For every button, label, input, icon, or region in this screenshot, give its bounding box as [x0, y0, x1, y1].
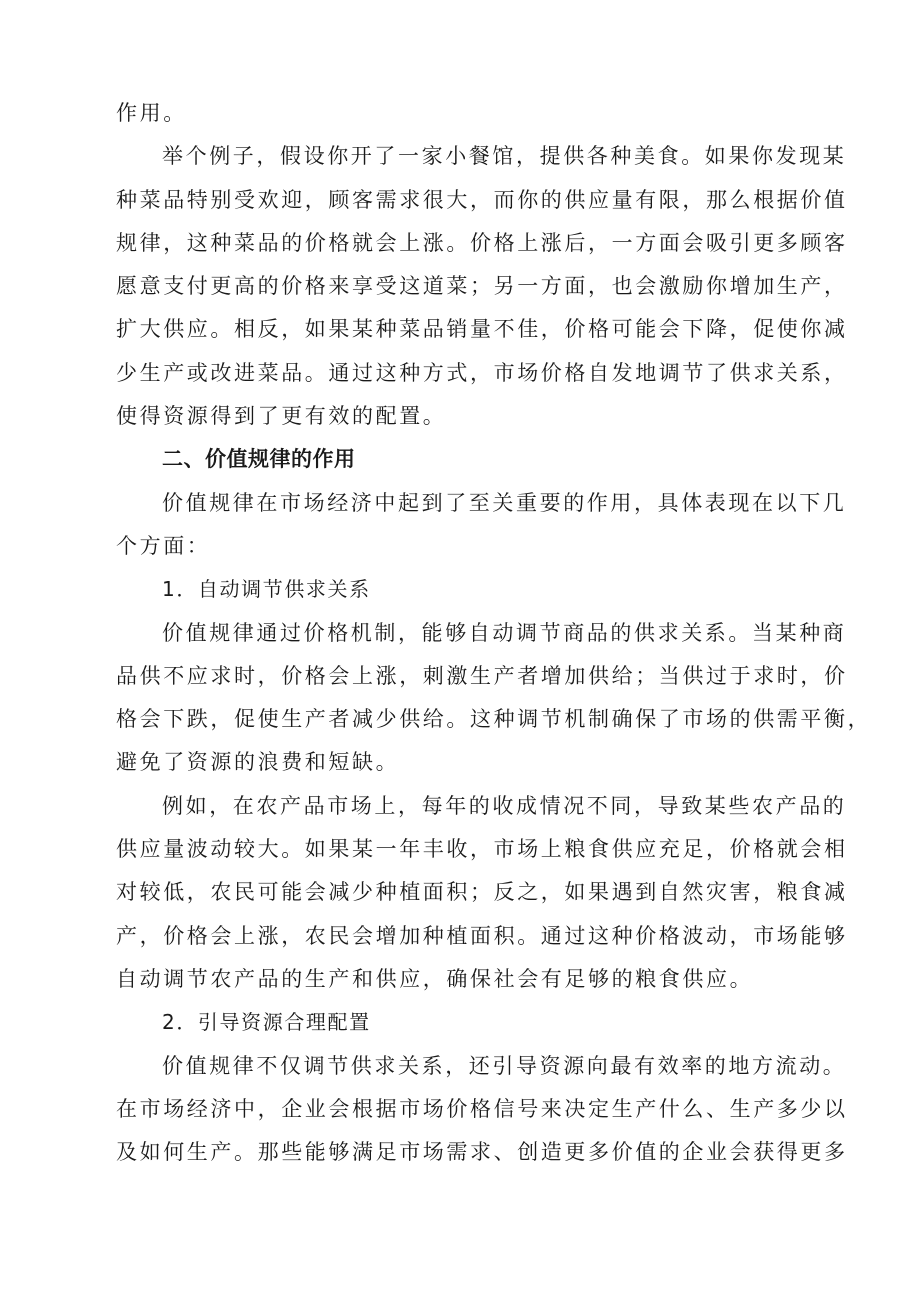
- paragraph-resource-allocation: [116, 1045, 846, 1175]
- text-line: 例如，在农产品市场上，每年的收成情况不同，导致某些农产品的: [162, 793, 847, 818]
- text-line: 格会下跌，促使生产者减少供给。这种调节机制确保了市场的供需平衡，: [116, 707, 872, 732]
- paragraph-restaurant-example: [116, 135, 846, 438]
- text-line: 个方面：: [116, 533, 211, 558]
- text-line: 产，价格会上涨，农民会增加种植面积。通过这种价格波动，市场能够: [116, 923, 848, 948]
- heading-text: 二、价值规律的作用: [162, 447, 356, 472]
- text-line: 举个例子，假设你开了一家小餐馆，提供各种美食。如果你发现某: [162, 144, 847, 169]
- subheading-text: 2．引导资源合理配置: [162, 1010, 371, 1035]
- document-page: [116, 92, 872, 1174]
- text-line: 自动调节农产品的生产和供应，确保社会有足够的粮食供应。: [116, 966, 754, 991]
- text-line: 供应量波动较大。如果某一年丰收，市场上粮食供应充足，价格就会相: [116, 837, 848, 862]
- subheading-2: [116, 1001, 846, 1044]
- text-line: 价值规律通过价格机制，能够自动调节商品的供求关系。当某种商: [162, 620, 847, 645]
- paragraph-intro: [116, 482, 846, 569]
- text-line: 对较低，农民可能会减少种植面积；反之，如果遇到自然灾害，粮食减: [116, 880, 848, 905]
- subheading-text: 1．自动调节供求关系: [162, 577, 371, 602]
- text-line: 扩大供应。相反，如果某种菜品销量不佳，价格可能会下降，促使你减: [116, 317, 848, 342]
- text-line: 少生产或改进菜品。通过这种方式，市场价格自发地调节了供求关系，: [116, 360, 848, 385]
- text-line: 避免了资源的浪费和短缺。: [116, 750, 400, 775]
- text-line: 价值规律不仅调节供求关系，还引导资源向最有效率的地方流动。: [162, 1053, 847, 1078]
- text-line: 在市场经济中，企业会根据市场价格信号来决定生产什么、生产多少以: [116, 1096, 848, 1121]
- paragraph-continuation: [116, 92, 846, 135]
- paragraph-agriculture-example: [116, 785, 846, 1001]
- section-heading: [116, 438, 846, 481]
- text-line: 愿意支付更高的价格来享受这道菜；另一方面，也会激励你增加生产，: [116, 274, 848, 299]
- paragraph-supply-demand: [116, 612, 872, 785]
- text-line: 品供不应求时，价格会上涨，刺激生产者增加供给；当供过于求时，价: [116, 663, 848, 688]
- text-line: 及如何生产。那些能够满足市场需求、创造更多价值的企业会获得更多: [116, 1140, 848, 1165]
- text-line: 使得资源得到了更有效的配置。: [116, 404, 447, 429]
- text-line: 种菜品特别受欢迎，顾客需求很大，而你的供应量有限，那么根据价值: [116, 187, 848, 212]
- subheading-1: [116, 568, 846, 611]
- text-line: 价值规律在市场经济中起到了至关重要的作用，具体表现在以下几: [162, 490, 847, 515]
- text-line: 规律，这种菜品的价格就会上涨。价格上涨后，一方面会吸引更多顾客: [116, 230, 848, 255]
- text-line: 作用。: [116, 101, 187, 125]
